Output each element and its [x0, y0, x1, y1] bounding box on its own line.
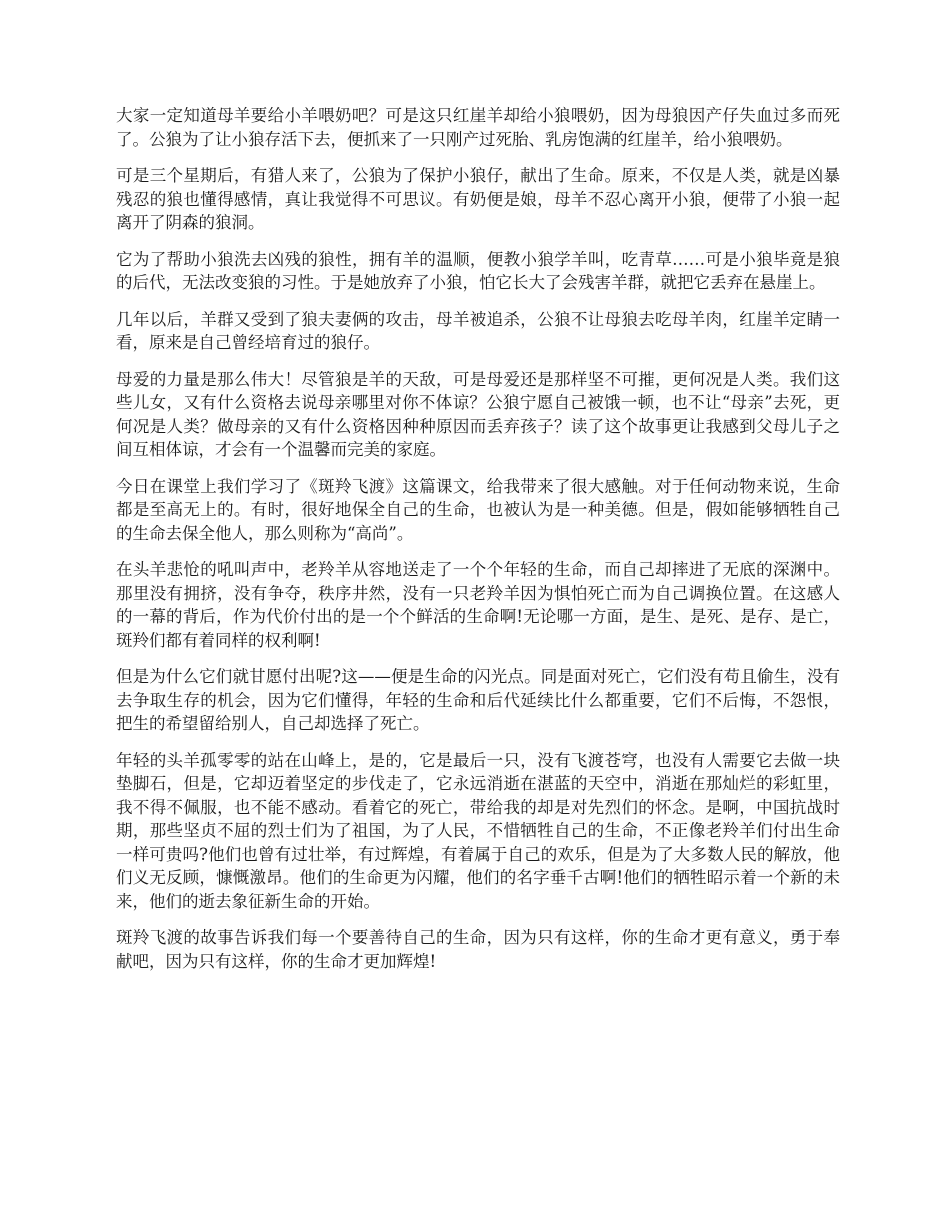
paragraph-8: 但是为什么它们就甘愿付出呢?这——便是生命的闪光点。同是面对死亡，它们没有苟且偷生，没有去争取生存的机会，因为它们懂得，年轻的生命和后代延续比什么都重要，它们不后悔，不怨恨，把生的希望留给别人，自己却选择了死亡。: [116, 667, 840, 733]
paragraph-3: 它为了帮助小狼洗去凶残的狼性，拥有羊的温顺，便教小狼学羊叫，吃青草……可是小狼毕竟是狼的后代，无法改变狼的习性。于是她放弃了小狼，怕它长大了会残害羊群，就把它丢弃在悬崖上。: [116, 249, 840, 292]
document-body: [116, 104, 840, 986]
paragraph-10: 斑羚飞渡的故事告诉我们每一个要善待自己的生命，因为只有这样，你的生命才更有意义，勇于奉献吧，因为只有这样，你的生命才更加辉煌!: [116, 928, 840, 971]
paragraph-9: 年轻的头羊孤零零的站在山峰上，是的，它是最后一只，没有飞渡苍穹，也没有人需要它去做一块垫脚石，但是，它却迈着坚定的步伐走了，它永远消逝在湛蓝的天空中，消逝在那灿烂的彩虹里，我不得不佩服，也不能不感动。看着它的死亡，带给我的却是对先烈们的怀念。是啊，中国抗战时期，那些坚贞不屈的烈士们为了祖国，为了人民，不惜牺牲自己的生命，不正像老羚羊们付出生命一样可贵吗?他们也曾有过壮举，有过辉煌，有着属于自己的欢乐，但是为了大多数人民的解放，他们义无反顾，慷慨激昂。他们的生命更为闪耀，他们的名字垂千古啊!他们的牺牲昭示着一个新的未来，他们的逝去象征新生命的开始。: [116, 750, 840, 911]
paragraph-2: 可是三个星期后，有猎人来了，公狼为了保护小狼仔，献出了生命。原来，不仅是人类，就是凶暴残忍的狼也懂得感情，真让我觉得不可思议。有奶便是娘，母羊不忍心离开小狼，便带了小狼一起离开了阴森的狼洞。: [116, 166, 840, 232]
paragraph-6: 今日在课堂上我们学习了《斑羚飞渡》这篇课文，给我带来了很大感触。对于任何动物来说，生命都是至高无上的。有时，很好地保全自己的生命，也被认为是一种美德。但是，假如能够牺牲自己的生命去保全他人，那么则称为“高尚”。: [116, 476, 840, 543]
paragraph-4: 几年以后，羊群又受到了狼夫妻俩的攻击，母羊被追杀，公狼不让母狼去吃母羊肉，红崖羊定睛一看，原来是自己曾经培育过的狼仔。: [116, 309, 840, 352]
paragraph-1: 大家一定知道母羊要给小羊喂奶吧？可是这只红崖羊却给小狼喂奶，因为母狼因产仔失血过多而死了。公狼为了让小狼存活下去，便抓来了一只刚产过死胎、乳房饱满的红崖羊，给小狼喂奶。: [116, 106, 840, 149]
paragraph-5: 母爱的力量是那么伟大！尽管狼是羊的天敌，可是母爱还是那样坚不可摧，更何况是人类。我们这些儿女，又有什么资格去说母亲哪里对你不体谅？公狼宁愿自己被饿一顿，也不让“母亲”去死，更何况是人类？做母亲的又有什么资格因种种原因而丢弃孩子？读了这个故事更让我感到父母儿子之间互相体谅，才会有一个温馨而完美的家庭。: [116, 369, 840, 459]
paragraph-7: 在头羊悲怆的吼叫声中，老羚羊从容地送走了一个个年轻的生命，而自己却摔进了无底的深渊中。那里没有拥挤，没有争夺，秩序井然，没有一只老羚羊因为惧怕死亡而为自己调换位置。在这感人的一幕的背后，作为代价付出的是一个个鲜活的生命啊!无论哪一方面，是生、是死、是存、是亡，斑羚们都有着同样的权利啊!: [116, 560, 840, 650]
